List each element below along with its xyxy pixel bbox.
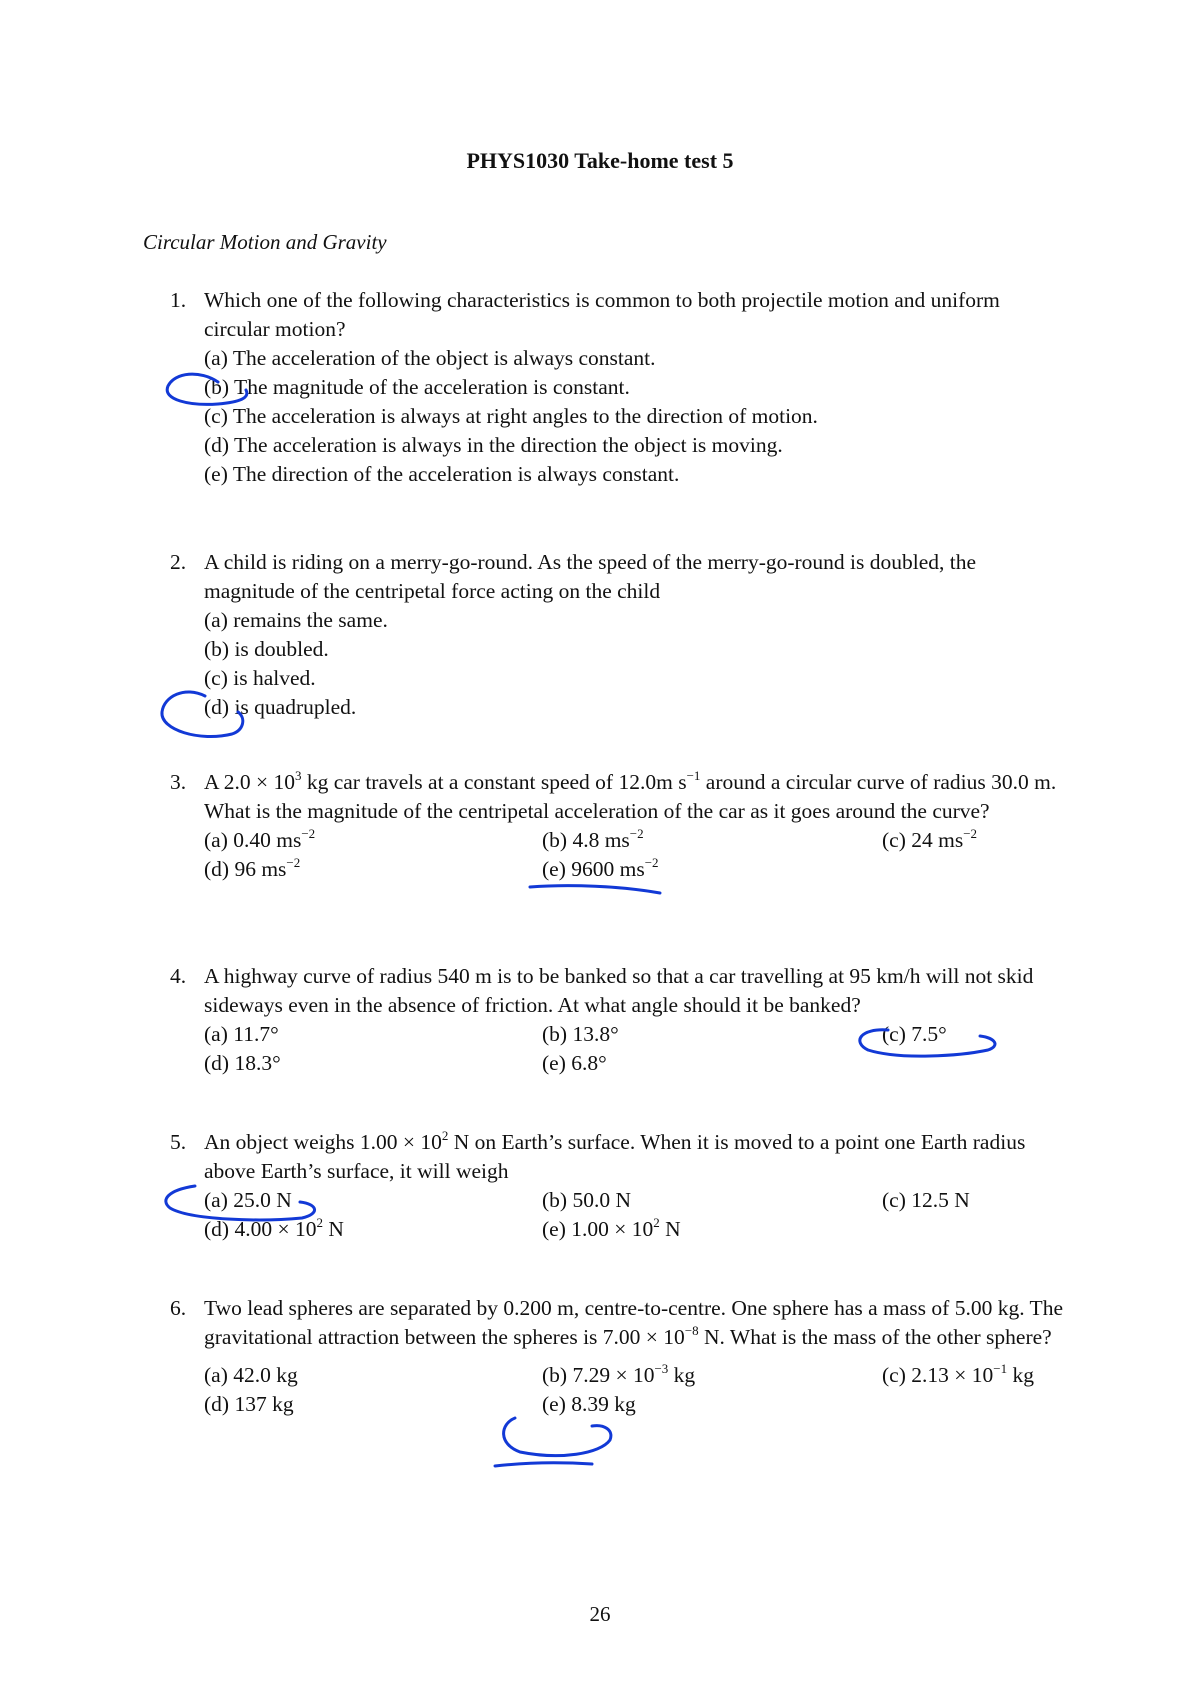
option-c: (c) The acceleration is always at right angles to the direction of motion. xyxy=(204,404,818,428)
option-d: (d) $4.00 \times 10^2$ N xyxy=(204,1215,344,1241)
page-title: PHYS1030 Take-home test 5 xyxy=(466,148,734,173)
option-e: (e) 8.39 kg xyxy=(542,1392,636,1416)
option-e: (e) The direction of the acceleration is always constant. xyxy=(204,462,680,486)
question-text: A child is riding on a merry-go-round. As the speed of the merry-go-round is doubled, the magnitude of the centripetal force acting on the child xyxy=(204,550,977,603)
option-b: (b) $7.29 \times 10^{-3}$ kg xyxy=(542,1361,696,1387)
question-text: A highway curve of radius 540 m is to be banked so that a car travelling at 95 km/h will not skid sideways even in the absence of friction. At what angle should it be banked? xyxy=(204,964,1034,1017)
answer-underline-q6 xyxy=(495,1463,592,1466)
option-b: (b) 50.0 N xyxy=(542,1188,631,1212)
option-c: (c) 7.5° xyxy=(882,1022,947,1046)
question-text: A $2.0 \times 10^3$ kg car travels at a constant speed of 12.0m $s^{-1}$ around a circular curve of radius 30.0 m. What is the magnitude of the centripetal acceleration of the car as it goes around the curve? xyxy=(204,768,1057,823)
answer-circle-q6 xyxy=(504,1418,611,1456)
question-number: 2. xyxy=(170,550,187,574)
question-3 xyxy=(170,768,1070,884)
question-number: 5. xyxy=(170,1130,187,1154)
answer-underline-q3 xyxy=(530,886,660,893)
question-text: Which one of the following characteristics is common to both projectile motion and uniform circular motion? xyxy=(204,288,1000,341)
option-e: (e) 9600 $ms^{-2}$ xyxy=(542,855,659,881)
option-a: (a) 25.0 N xyxy=(204,1188,292,1212)
question-5 xyxy=(170,1128,1070,1244)
question-number: 3. xyxy=(170,770,187,794)
option-e: (e) 6.8° xyxy=(542,1051,607,1075)
option-c: (c) is halved. xyxy=(204,666,316,690)
option-a: (a) 42.0 kg xyxy=(204,1363,298,1387)
option-a: (a) 0.40 $ms^{-2}$ xyxy=(204,826,316,852)
question-6 xyxy=(170,1294,1070,1419)
option-e: (e) $1.00 \times 10^2$ N xyxy=(542,1215,681,1241)
question-text: Two lead spheres are separated by 0.200 m, centre-to-centre. One sphere has a mass of 5.00 kg. The gravitational attraction between the spheres is $7.00 \times 10^{-8}$ N. What is the mass of the other sphere? xyxy=(204,1296,1063,1349)
question-2 xyxy=(170,548,1070,722)
option-d: (d) is quadrupled. xyxy=(204,695,357,719)
question-text: An object weighs $1.00 \times 10^2$ N on Earth’s surface. When it is moved to a point one Earth radius above Earth’s surface, it will weigh xyxy=(204,1128,1026,1183)
option-d: (d) 18.3° xyxy=(204,1051,281,1075)
option-d: (d) The acceleration is always in the direction the object is moving. xyxy=(204,433,783,457)
option-b: (b) The magnitude of the acceleration is constant. xyxy=(204,375,630,399)
section-heading: Circular Motion and Gravity xyxy=(143,230,387,254)
question-number: 4. xyxy=(170,964,187,988)
question-number: 1. xyxy=(170,288,187,312)
option-c: (c) 12.5 N xyxy=(882,1188,970,1212)
question-number: 6. xyxy=(170,1296,187,1320)
option-b: (b) 13.8° xyxy=(542,1022,619,1046)
option-b: (b) 4.8 $ms^{-2}$ xyxy=(542,826,644,852)
option-d: (d) 137 kg xyxy=(204,1392,294,1416)
option-c: (c) $2.13 \times 10^{-1}$ kg xyxy=(882,1361,1034,1387)
option-a: (a) 11.7° xyxy=(204,1022,279,1046)
question-1 xyxy=(170,286,1070,489)
option-c: (c) 24 $ms^{-2}$ xyxy=(882,826,978,852)
option-d: (d) 96 $ms^{-2}$ xyxy=(204,855,301,881)
option-a: (a) The acceleration of the object is always constant. xyxy=(204,346,656,370)
question-4 xyxy=(170,962,1070,1078)
option-a: (a) remains the same. xyxy=(204,608,388,632)
page-number: 26 xyxy=(589,1602,611,1626)
option-b: (b) is doubled. xyxy=(204,637,329,661)
